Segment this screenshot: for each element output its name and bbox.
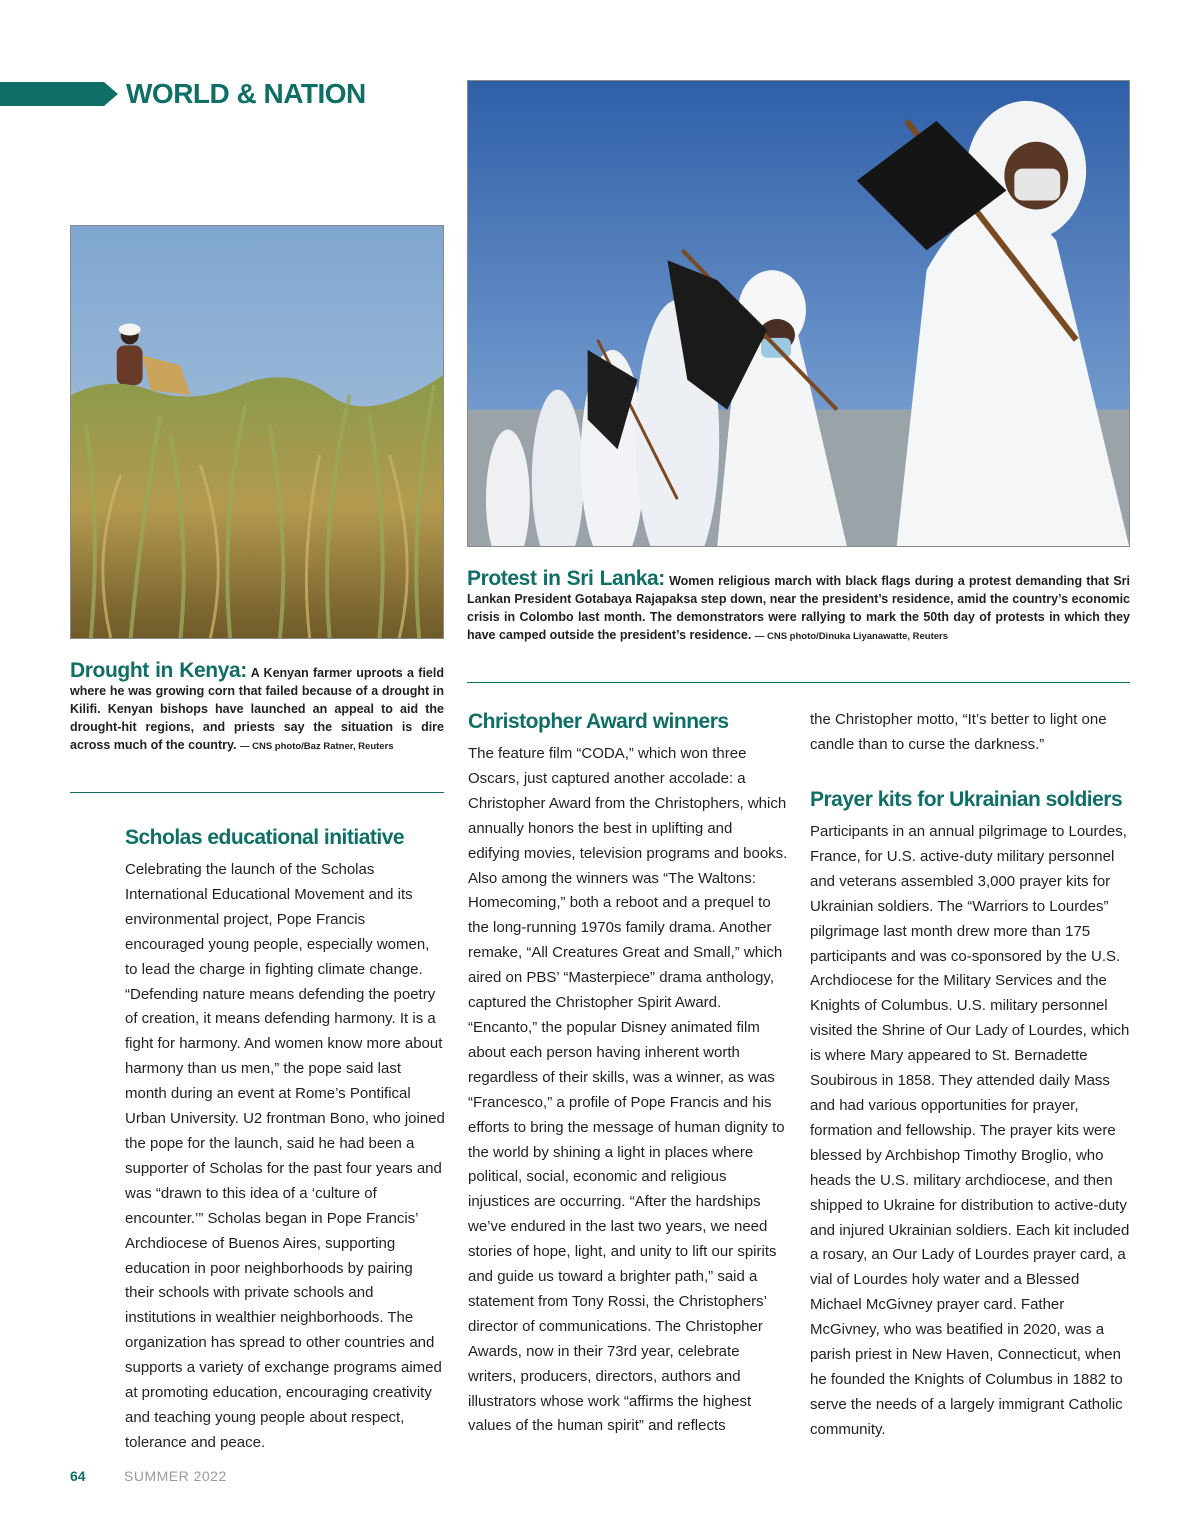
kenya-caption-credit: — CNS photo/Baz Ratner, Reuters [239, 741, 394, 752]
prayer-kits-body: Participants in an annual pilgrimage to Lourdes, France, for U.S. active-duty military personnel and veterans assembled 3,000 prayer kits for Ukrainian soldiers. The “Warriors to Lourdes” pilgrimage last month drew more than 175 participants and was co-sponsored by the U.S. Archdiocese for the Military Services and the Knights of Columbus. U.S. military personnel visited the Shrine of Our Lady of Lourdes, which is where Mary appeared to St. Bernadette Soubirous in 1858. They attended daily Mass and had various opportunities for prayer, formation and fellowship. The prayer kits were blessed by Archbishop Timothy Broglio, who heads the U.S. military archdiocese, and then shipped to Ukraine for distribution to active-duty and injured Ukrainian soldiers. Each kit included a rosary, an Our Lady of Lourdes prayer card, a vial of Lourdes holy water and a Blessed Michael McGivney prayer card. Father McGivney, who was beatified in 2020, was a parish priest in New Haven, Connecticut, when he founded the Knights of Columbus in 1882 to serve the needs of a largely immigrant Catholic community. [810, 823, 1130, 1438]
christopher-headline: Christopher Award winners [468, 710, 729, 733]
kenya-caption [70, 659, 444, 756]
section-label: WORLD & NATION [126, 78, 366, 109]
issue-label: SUMMER 2022 [124, 1468, 227, 1484]
kenya-caption-text: A Kenyan farmer uproots a field where he was growing corn that failed because of a drought in Kilifi. Kenyan bishops have launched an appeal to aid the drought-hit regions, and priests say the situation is dire across much of the country. [70, 666, 444, 752]
article-christopher-continued [810, 708, 1130, 758]
srilanka-caption-credit: — CNS photo/Dinuka Liyanawatte, Reuters [754, 631, 949, 642]
christopher-body: The feature film “CODA,” which won three Oscars, just captured another accolade: a Christopher Award from the Christophers, which annually honors the best in uplifting and edifying movies, television programs and books. Also among the winners was “The Waltons: Homecoming,” both a reboot and a prequel to the long-running 1970s family drama. Another remake, “All Creatures Great and Small,” which aired on PBS’ “Masterpiece” drama anthology, captured the Christopher Spirit Award. “Encanto,” the popular Disney animated film about each person having inherent worth regardless of their skills, was a winner, as was “Francesco,” a profile of Pope Francis and his efforts to bring the message of human dignity to the world by shining a light in places where political, social, economic and religious injustices are occurring. “After the hardships we’ve endured in the last two years, we need stories of hope, light, and unity to lift our spirits and guide us toward a brighter path,” said a statement from Tony Rossi, the Christophers’ director of communications. The Christopher Awards, now in their 73rd year, celebrate writers, producers, directors, authors and illustrators whose work “affirms the highest values of the human spirit” and reflects [468, 745, 788, 1435]
right-divider [467, 682, 1130, 683]
christopher-body-continued: the Christopher motto, “It’s better to light one candle than to curse the darkness.” [810, 711, 1107, 753]
kenya-caption-title: Drought in Kenya: [70, 659, 247, 682]
scholas-body: Celebrating the launch of the Scholas International Educational Movement and its environmental project, Pope Francis encouraged young people, especially women, to lead the charge in fighting climate change. “Defending nature means defending the poetry of creation, it means defending harmony. It is a fight for harmony. And women know more about harmony than us men,” the pope said last month during an event at Rome’s Pontifical Urban University. U2 frontman Bono, who joined the pope for the launch, said he had been a supporter of Scholas for the past four years and was “drawn to this idea of a ‘culture of encounter.’” Scholas began in Pope Francis’ Archdiocese of Buenos Aires, supporting education in poor neighborhoods by pairing their schools with private schools and institutions in wealthier neighborhoods. The organization has spread to other countries and supports a variety of exchange programs aimed at promoting education, encouraging creativity and teaching young people about respect, tolerance and peace. [125, 861, 445, 1451]
srilanka-photo [467, 80, 1130, 547]
section-arrow-icon [0, 82, 118, 106]
page-number: 64 [70, 1468, 86, 1484]
photo-nuns-black-flags-icon [468, 81, 1129, 546]
kenya-photo [70, 225, 444, 639]
left-divider [70, 792, 444, 793]
article-prayer-kits [810, 786, 1130, 1443]
srilanka-caption [467, 567, 1130, 646]
srilanka-caption-text: Women religious march with black flags during a protest demanding that Sri Lankan President Gotabaya Rajapaksa step down, near the president’s residence, amid the country’s economic crisis in Colombo last month. The demonstrators were rallying to mark the 50th day of protests in which they have camped outside the president’s residence. [467, 574, 1130, 642]
article-scholas [125, 824, 445, 1456]
article-christopher [468, 708, 788, 1439]
srilanka-caption-title: Protest in Sri Lanka: [467, 567, 665, 590]
photo-farmer-cornfield-icon [71, 226, 443, 638]
prayer-kits-headline: Prayer kits for Ukrainian soldiers [810, 788, 1123, 811]
scholas-headline: Scholas educational initiative [125, 826, 405, 849]
